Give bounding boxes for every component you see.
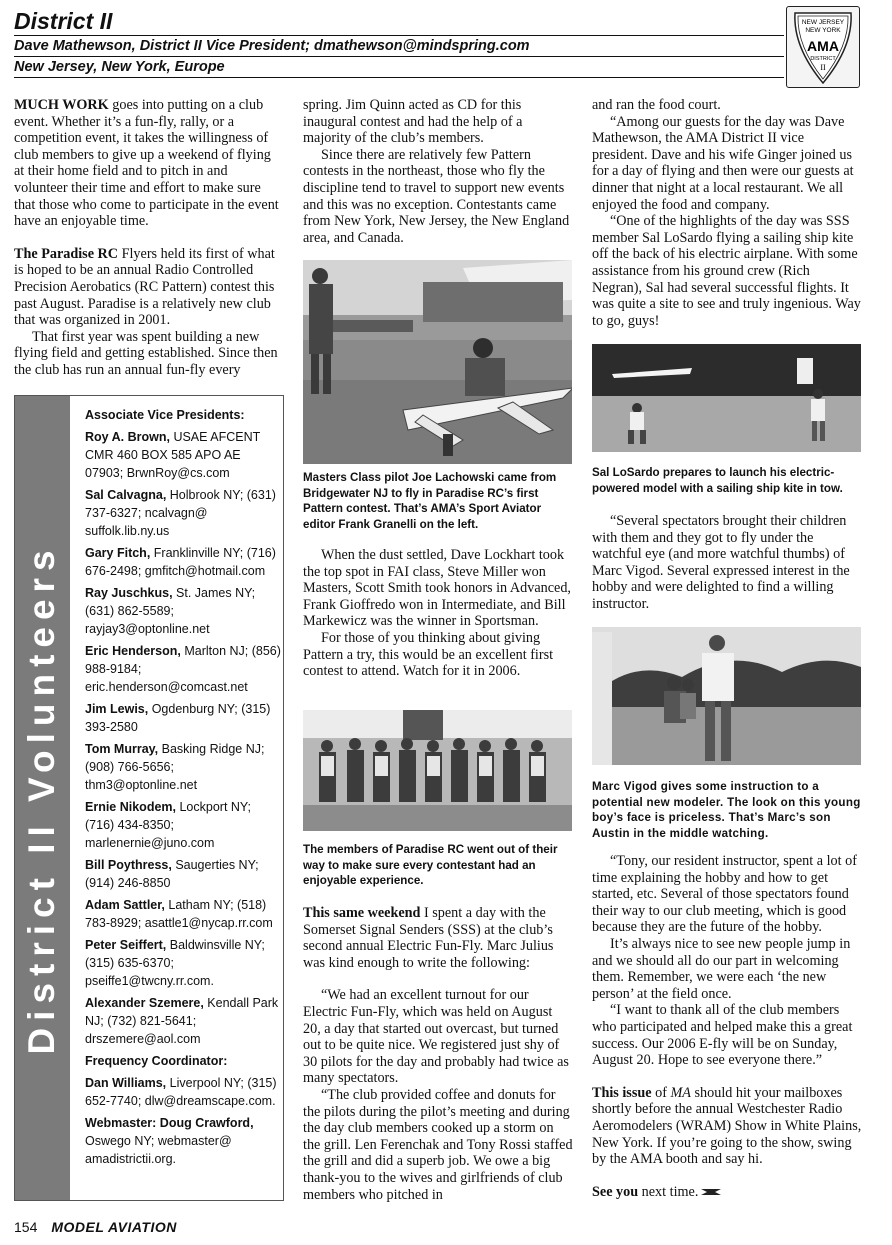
volunteer-entry [85,642,281,696]
lead-in: MUCH WORK [14,97,109,113]
column-2-mid [303,547,573,680]
volunteer-name: Jim Lewis, [85,702,149,716]
photo-masters-pilot [303,260,572,464]
page-header [14,8,784,78]
volunteer-entry [85,544,281,580]
volunteer-detail: Saugerties NY; (914) 246-8850 [85,858,259,890]
caption-instruction: Marc Vigod gives some instruction to a potential new modeler. The look on this young boy’s face is priceless. That’s Marc’s son Austin in the middle watching. [592,780,861,840]
badge-top-text: NEW JERSEY [801,19,845,26]
volunteer-name: Frequency Coordinator: [85,1054,228,1068]
volunteer-name: Ray Juschkus, [85,586,173,600]
volunteer-detail: Holbrook NY; (631) 737-6327; ncalvagn@ suffolk.lib.ny.us [85,488,276,538]
volunteer-detail: Marlton NJ; (856) 988-9184; eric.henderson@comcast.net [85,644,281,694]
volunteer-detail: Basking Ridge NJ; (908) 766-5656; thm3@optonline.net [85,742,265,792]
volunteer-entry [85,994,281,1048]
volunteer-name: Tom Murray, [85,742,159,756]
volunteer-name: Associate Vice Presidents: [85,408,245,422]
volunteer-entry [85,798,281,852]
volunteer-entry [85,1074,281,1110]
badge-district-text: DISTRICT [810,56,836,62]
col1-paragraph-3: That first year was spent building a new flying field and getting established. Since then the club has run an annual fun-fly every [14,328,278,378]
column-3-top [592,97,862,329]
col3-paragraph-8: This issue of MA should hit your mailboxes shortly before the annual Westchester Radio Aeromodelers (WRAM) Show in White Plains, New York. If you’re going to the show, swing by the AMA booth and say hi. [592,1084,862,1168]
badge-ama-text: AMA [807,38,839,54]
volunteer-name: Webmaster: Doug Crawford, [85,1116,254,1130]
lead-in: See you [592,1183,639,1200]
column-2-top [303,97,573,246]
column-3-bottom [592,853,862,1200]
volunteer-detail: St. James NY; (631) 862-5589; rayjay3@optonline.net [85,586,256,636]
volunteer-entry [85,584,281,638]
lead-in: The Paradise RC [14,245,119,262]
page-footer [14,1219,177,1235]
column-3-mid [592,513,862,613]
caption-sailing-ship-kite: Sal LoSardo prepares to launch his electric-powered model with a sailing ship kite in tow. [592,466,843,495]
col1-paragraph-2: The Paradise RC Flyers held its first of what is hoped to be an annual Radio Controlled Precision Aerobatics (RC Pattern) contest this past August. Paradise is a relatively new club that was organized in 2001. [14,245,275,329]
col3-paragraph-3: “One of the highlights of the day was SSS member Sal LoSardo flying a sailing ship kite off the back of his electric airplane. With some assistance from his ground crew (Rich Negran), Sal had several successful flights. It was quite a site to see and truly ingenious. Way to go, guys! [592,213,861,329]
col2-paragraph-7: “The club provided coffee and donuts for the pilots during the pilot’s meeting and during the day club members cooked up a storm on the grill. Len Ferenchak and Tony Rossi staffed the grill and did a superb job. We owe a big thank-you to the wives and girlfriends of club members who pitched in [303,1086,573,1203]
magazine-name: MODEL AVIATION [51,1219,177,1235]
caption-paradise-rc-members: The members of Paradise RC went out of their way to make sure every contestant had an enjoyable experience. [303,843,558,887]
volunteer-entry [85,936,281,990]
volunteer-detail: Oswego NY; webmaster@ amadistrictii.org. [85,1134,232,1166]
col3-paragraph-5: “Tony, our resident instructor, spent a lot of time explaining the hobby and how to get started, etc. Several of those spectators found their way to our club meeting, which is good because they are the future of the hobby. [592,853,857,936]
badge-numeral-text: II [820,63,826,72]
col2-paragraph-2: Since there are relatively few Pattern contests in the northeast, those who fly the discipline tend to travel to support new events and this was no exception. Contestants came from New York, New Jersey, the New England area, and Canada. [303,146,570,246]
caption-masters-pilot: Masters Class pilot Joe Lachowski came from Bridgewater NJ to fly in Paradise RC’s first Pattern contest. That’s AMA’s Sport Aviator editor Frank Granelli on the left. [303,471,557,531]
page-title: District II [14,8,113,34]
volunteer-detail: Baldwinsville NY; (315) 635-6370; pseiffe1@twcny.rr.com. [85,938,265,988]
volunteer-name: Peter Seiffert, [85,938,167,952]
volunteers-banner-text: District II Volunteers [21,543,62,1055]
col2-paragraph-6: “We had an excellent turnout for our Electric Fun-Fly, which was held on August 20, a day that started out overcast, but turned out to be quite nice. We registered just shy of 30 pilots for the day and probably had twice as many spectators. [303,987,569,1087]
volunteers-list [85,406,281,1172]
ama-district-badge [786,6,860,88]
volunteer-entry [85,1052,281,1070]
volunteer-name: Roy A. Brown, [85,430,170,444]
volunteer-name: Alexander Szemere, [85,996,204,1010]
col2-paragraph-5: This same weekend I spent a day with the Somerset Signal Senders (SSS) at the club’s second annual Electric Fun-Fly. Marc Julius was kind enough to write the following: [303,905,554,971]
volunteer-detail: USAE AFCENT CMR 460 BOX 585 APO AE 07903; BrwnRoy@cs.com [85,430,261,480]
photo-instruction [592,627,861,765]
volunteer-detail: Liverpool NY; (315) 652-7740; dlw@dreamscape.com. [85,1076,277,1108]
volunteer-name: Ernie Nikodem, [85,800,176,814]
photo-sailing-ship-kite [592,344,861,452]
volunteer-entry [85,428,281,482]
volunteer-detail: Lockport NY; (716) 434-8350; marlenernie@juno.com [85,800,251,850]
volunteer-name: Sal Calvagna, [85,488,167,502]
volunteer-entry [85,486,281,540]
col3-paragraph-7: “I want to thank all of the club members who participated and helped make this a great success. Our 2006 E-fly will be on Sunday, August 20. Hope to see everyone there.” [592,1002,853,1069]
lead-in: This same weekend [303,905,421,921]
volunteers-sidebar [14,395,284,1201]
volunteer-name: Dan Williams, [85,1076,167,1090]
col2-paragraph-4: For those of you thinking about giving Pattern a try, this would be an excellent first contest to attend. Watch for it in 2006. [303,629,554,680]
column-2-bottom [303,905,573,1203]
col2-paragraph-1: spring. Jim Quinn acted as CD for this inaugural contest and had the help of a majority of the club’s members. [303,97,523,147]
col3-paragraph-2: “Among our guests for the day was Dave Mathewson, the AMA District II vice president. Dave and his wife Ginger joined us for a day of flying and then were our guests at dinner that night at a local restaurant. We all enjoyed the food and company. [592,113,854,213]
volunteer-entry [85,1114,281,1168]
volunteer-name: Eric Henderson, [85,644,181,658]
volunteer-entry [85,856,281,892]
district-shield-icon [787,7,859,87]
column-1 [14,97,284,379]
volunteer-name: Gary Fitch, [85,546,151,560]
lead-in: This issue [592,1084,652,1101]
volunteer-detail: Latham NY; (518) 783-8929; asattle1@nycap.rr.com [85,898,273,930]
col3-paragraph-9: See you next time. [592,1184,862,1201]
col3-paragraph-4: “Several spectators brought their children with them and they got to fly under the watchful eye (and more watchful thumbs) of Marc Vigod. Several expressed interest in the hobby and were delighted to find a willing instructor. [592,513,850,612]
volunteer-detail: Ogdenburg NY; (315) 393-2580 [85,702,271,734]
volunteer-entry [85,406,281,424]
col2-paragraph-3: When the dust settled, Dave Lockhart took the top spot in FAI class, Steve Miller won Masters, Scott Smith took honors in Advanced, Frank Gioffredo won in Intermediate, and Bill Markewicz was the winner in Sportsman. [303,547,571,630]
volunteer-entry [85,896,281,932]
col1-paragraph-1: MUCH WORK goes into putting on a club event. Whether it’s a fun-fly, rally, or a competition event, it takes the willingness of club members to give up a weekend of flying at their home field and to pitch in and volunteer their time and effort to make sure that those who come to participate in the event have an enjoyable time. [14,97,279,230]
col3-paragraph-6: It’s always nice to see new people jump in and we should all do our part in welcoming them. Remember, we were each ‘the new person’ at the field once. [592,935,851,1002]
volunteer-detail: Kendall Park NJ; (732) 821-5641; drszemere@aol.com [85,996,279,1046]
volunteer-name: Adam Sattler, [85,898,165,912]
vp-line: Dave Mathewson, District II Vice President; dmathewson@mindspring.com [14,35,784,56]
col3-paragraph-1: and ran the food court. [592,97,721,113]
badge-mid-text: NEW YORK [805,27,841,34]
volunteer-detail: Franklinville NY; (716) 676-2498; gmfitch@hotmail.com [85,546,276,578]
page-number: 154 [14,1219,38,1235]
photo-paradise-rc-members [303,710,572,831]
region-line: New Jersey, New York, Europe [14,56,784,78]
ama-end-mark-icon [701,1187,721,1197]
volunteer-entry [85,740,281,794]
volunteer-entry [85,700,281,736]
volunteer-name: Bill Poythress, [85,858,172,872]
